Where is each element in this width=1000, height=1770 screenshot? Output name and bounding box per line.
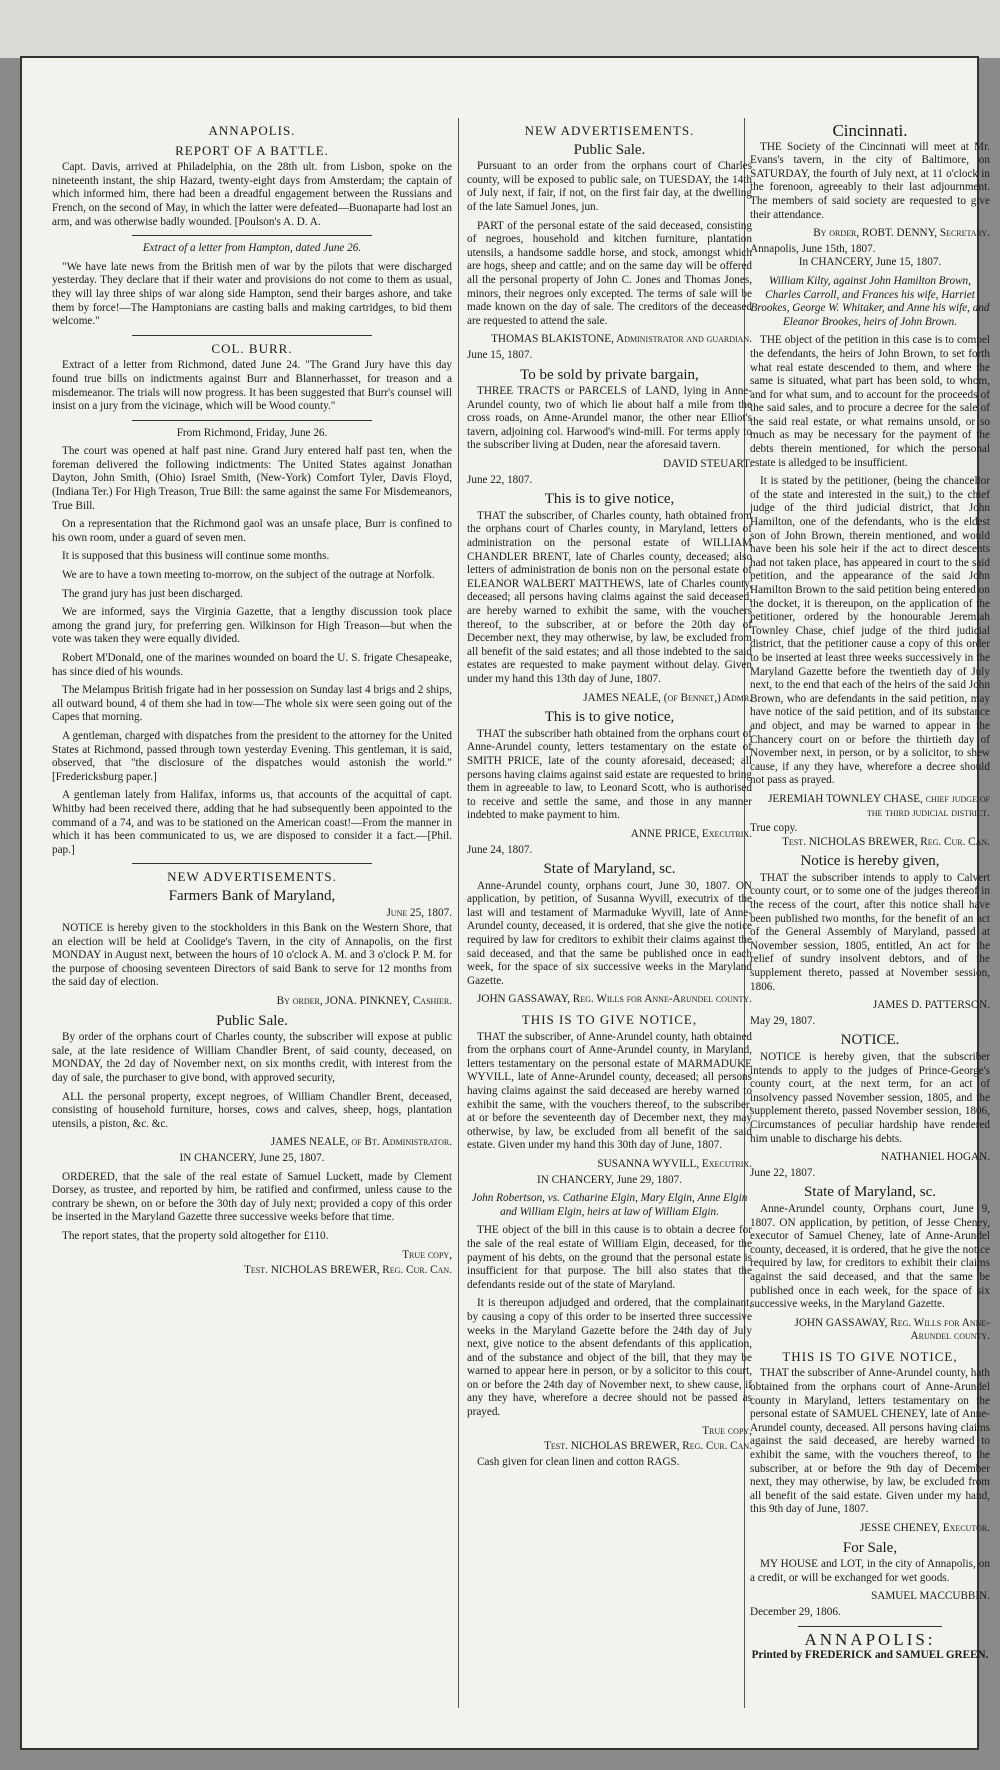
bank-date: June 25, 1807. — [386, 906, 452, 919]
chancery-text: ORDERED, that the sale of the real estate of Samuel Luckett, made by Clement Dorsey, as trustee, and reported by him, be ratified and confirmed, unless cause to the contrary be shewn, on or before the 30th day of July next; provided a copy of this order be inserted in the Maryland Gazette three successive weeks before that time. — [52, 1170, 452, 1224]
for-sale-text: MY HOUSE and LOT, in the city of Annapolis, on a credit, or will be exchanged for wet goods. — [750, 1558, 990, 1584]
battle-title: REPORT OF A BATTLE. — [175, 142, 329, 158]
divider — [798, 1626, 942, 1627]
bank-text: NOTICE is hereby given to the stockholders in this Bank on the Western Shore, that an election will be held at Coolidge's Tavern, in the city of Annapolis, on the first MONDAY in August next, between the hours of 10 o'clock A. M. and 3 o'clock P. M. for the purpose of choosing seventeen Directors of said Bank to serve for 12 months from the said day of election. — [52, 922, 452, 989]
chancery-text-2: It is stated by the petitioner, (being the chancellor of the state and interested in the suit,) to the chief judge of the third judicial district, that John Hamilton, one of the defendants, who is the eldest son of John Brown, therein mentioned, and would have been his sole heir if the act to direct descents had not taken place, has appeared in court to the said petition, and the appearance of the said John Hamilton Brown to the said petition being entered on the docket, it is thereupon, on the application of the petitioner, ordered by the honourable Jeremiah Townley Chase, chief judge of the third judicial district, that the petitioner cause a copy of this order to be inserted at least three weeks successively in the Maryland Gazette before the twentieth day of July next, to the end that each of the heirs of the said John Brown, who are defendants in the said petition, may have notice of the said petition, and of its substance and object, and may be warned to appear in the Chancery court on or before the thirtieth day of November next, in person, or by a solicitor, to shew cause, if any they have, wherefore a decree should not pass as prayed. — [750, 475, 990, 787]
chancery-text: THE object of the bill in this cause is to obtain a decree for the sale of the real estate of William Elgin, deceased, for the payment of his debts, on the ground that the personal estate is insufficient for that purpose. The bill also states that the defendants reside out of the state of Maryland. — [467, 1224, 752, 1291]
burr-title: COL. BURR. — [211, 340, 293, 356]
tracts-date: June 22, 1807. — [467, 473, 533, 486]
divider — [132, 420, 372, 421]
chancery-signature: Test. NICHOLAS BREWER, Reg. Cur. Can. — [544, 1440, 752, 1453]
chancery-signature: JEREMIAH TOWNLEY CHASE, chief judge of the third judicial district. — [768, 792, 990, 819]
richmond-text-3: It is supposed that this business will continue some months. — [62, 550, 330, 563]
new-advertisements-heading: NEW ADVERTISEMENTS. — [167, 869, 337, 885]
chancery-text-2: The report states, that the property sold altogether for £110. — [62, 1229, 329, 1242]
notice-signature: JAMES D. PATTERSON. — [872, 999, 990, 1012]
notice-date: May 29, 1807. — [750, 1014, 816, 1027]
mdonald-text: Robert M'Donald, one of the marines wounded on board the U. S. frigate Chesapeake, has since died of his wounds. — [52, 652, 452, 678]
burr-text: Extract of a letter from Richmond, dated June 24. "The Grand Jury have this day found true bills on indictments against Burr and Blannerhasset, for treason and a misdemeanor. The trials will now progress. It has been suggested that Burr's counsel will insist on a jury from the vicinage, which will be Wood county." — [52, 359, 452, 413]
bank-signature: By order, JONA. PINKNEY, Cashier. — [276, 995, 452, 1008]
public-sale-date: June 15, 1807. — [467, 348, 533, 361]
tracts-title: To be sold by private bargain, — [520, 366, 699, 383]
tracts-text: THREE TRACTS or PARCELS of LAND, lying in Anne-Arundel county, two of which lie about half a mile from the cross roads, on Anne-Arundel manor, the other near Elliot's tavern, adjoining col. Harwood's wind-mill. For terms apply to the subscriber living at Duden, near the aforesaid tavern. — [467, 385, 752, 452]
tracts-signature: DAVID STEUART. — [662, 458, 752, 471]
column-middle — [467, 118, 752, 1474]
cincinnati-signature: By order, ROBT. DENNY, Secretary. — [813, 227, 990, 240]
notice-text: THAT the subscriber intends to apply to Calvert county court, or to some one of the judges thereof in the recess of the court, after this notice shall have been published two months, for the benefit of an act of the General Assembly of Maryland, passed at November session, 1805, entitled, An act for the relief of sundry insolvent debtors, and of the supplement thereto, passed at November session, 1806. — [750, 871, 990, 993]
notice-date: June 22, 1807. — [750, 1166, 816, 1179]
notice-signature: NATHANIEL HOGAN. — [881, 1151, 990, 1164]
notice-signature: ANNE PRICE, Executrix. — [630, 827, 752, 840]
notice-text: THAT the subscriber hath obtained from the orphans court of Anne-Arundel county, letters testamentary on the estate of SMITH PRICE, late of the county aforesaid, deceased; all persons having claims against said estate are requested to bring them in agreeable to law, to Leonard Scott, who is authorised to receive and settle the same, and those in any manner indebted to make payment to him. — [467, 727, 752, 822]
public-sale-text-2: PART of the personal estate of the said deceased, consisting of negroes, household and kitchen furniture, plantation utensils, a handsome saddle horse, and stock, amongst which are hogs, sheep and cattle; and on the same day will be offered all the personal property of John C. Jones and Thomas Jones, minors, their negroes only excepted. The terms of sale will be made known on the day of sale. The creditors of the deceased are requested to attend the sale. — [467, 219, 752, 327]
column-divider — [458, 118, 459, 1708]
public-sale-title: Public Sale. — [573, 141, 646, 158]
chancery-parties: William Kilty, against John Hamilton Brown, Charles Carroll, and Frances his wife, Harriet Brookes, George W. Whitaker, and Anne his wife, and Eleanor Brookes, heirs of John Brown. — [750, 274, 990, 328]
divider — [132, 863, 372, 864]
new-advertisements-header: NEW ADVERTISEMENTS. — [524, 123, 695, 138]
state-title: State of Maryland, sc. — [543, 861, 676, 878]
newspaper-page — [22, 58, 990, 1748]
richmond-text-5: The grand jury has just been discharged. — [62, 587, 243, 600]
notice-signature: SUSANNA WYVILL, Executrix. — [597, 1157, 752, 1170]
divider — [132, 235, 372, 236]
imprint-place: ANNAPOLIS: — [804, 1629, 936, 1649]
chancery-heading: IN CHANCERY, June 25, 1807. — [179, 1152, 325, 1164]
chancery-text: THE object of the petition in this case is to compel the defendants, the heirs of John Brown, to set forth what real estate descended to them, and where the same is situated, what part has been sold, to whom, and for what sum, and to account for the proceeds of the said sales, and to procure a decree for the sale of the said real estate, or what remains unsold, or so much as may be necessary for the payment of the debts therein mentioned, for which the personal estate is alledged to be insufficient. — [750, 334, 990, 469]
imprint-text: Printed by FREDERICK and SAMUEL GREEN. — [751, 1649, 989, 1662]
battle-text: Capt. Davis, arrived at Philadelphia, on the 28th ult. from Lisbon, spoke on the nineteenth instant, the ship Hazard, twenty-eight days from Amsterdam; the captain of which informed him, there had been a dreadful engagement between the Russians and French, on the second of May, in which the latter were defeated—Buonaparte had lost an arm, and was otherwise badly wounded. [Poulson's A. D. A. — [52, 161, 452, 228]
chancery-signature: Test. NICHOLAS BREWER, Reg. Cur. Can. — [244, 1264, 452, 1277]
public-sale-signature: THOMAS BLAKISTONE, Administrator and guardian. — [491, 333, 752, 346]
public-sale-text-2: ALL the personal property, except negroes, of William Chandler Brent, deceased, consisting of household furniture, horses, cows and calves, sheep, hogs, plantation utensils, a piston, &c. &c. — [52, 1090, 452, 1130]
richmond-text-2: On a representation that the Richmond gaol was an unsafe place, Burr is confined to his own room, under a guard of seven men. — [52, 518, 452, 544]
state-signature: JOHN GASSAWAY, Reg. Wills for Anne-Arundel county. — [794, 1316, 990, 1343]
chancery-text-2: It is thereupon adjudged and ordered, that the complainant, by causing a copy of this order to be inserted three successive weeks in the Maryland Gazette before the 24th day of July next, give notice to the absent defendants of this application, and of the substance and object of the bill, that they may be warned to appear here in person, or by a solicitor to this court, on or before the 24th day of November next, to shew cause, if any they have, wherefore a decree should not be passed as prayed. — [467, 1297, 752, 1419]
notice-text: THAT the subscriber, of Charles county, hath obtained from the orphans court of Charles county, in Maryland, letters of administration on the personal estate of WILLIAM CHANDLER BRENT, late of Charles county, deceased; also letters of administration de bonis non on the personal estate of ELEANOR WALBERT MATTHEWS, late of Charles county, deceased; all persons having claims against the said deceased, are hereby warned to exhibit the same, with the vouchers thereof, to the subscriber, at or before the 20th day of December next, they may otherwise, by law, be excluded from all benefit of the said estates; and all those indebted to the said estates are requested to make payment without delay. Given under my hand this 13th day of June, 1807. — [467, 509, 752, 685]
for-sale-signature: SAMUEL MACCUBBIN. — [871, 1590, 990, 1603]
column-left — [52, 118, 452, 1280]
scan-margin — [0, 0, 1000, 58]
notice-date: June 24, 1807. — [467, 843, 533, 856]
hampton-text: "We have late news from the British men of war by the pilots that were discharged yesterday. They declare that if their water and provisions do not come to them as usual, they will lay three ships of war along side Hampton, send their barges ashore, and take them by force!—The Hamptonians are casting balls and making cartridges, to bid them welcome." — [52, 260, 452, 328]
place-heading: ANNAPOLIS. — [208, 123, 296, 138]
cincinnati-text: THE Society of the Cincinnati will meet at Mr. Evans's tavern, in the city of Baltimore, on SATURDAY, the fourth of July next, at 11 o'clock in the forenoon, agreeably to their last adjournment. The members of said society are requested to give their attendance. — [750, 140, 990, 221]
cincinnati-title: Cincinnati. — [832, 121, 908, 140]
virginia-text: We are informed, says the Virginia Gazette, that a lengthy discussion took place among the grand jury, for preferring gen. Wilkinson for High Treason—but when the vote was taken they were equally divided. — [52, 606, 452, 646]
richmond-heading: From Richmond, Friday, June 26. — [176, 426, 328, 439]
richmond-text-4: We are to have a town meeting to-morrow, on the subject of the outrage at Norfolk. — [62, 569, 435, 582]
notice-text: THAT the subscriber of Anne-Arundel county, hath obtained from the orphans court of Anne-Arundel county in Maryland, letters testamentary on the personal estate of SAMUEL CHENEY, late of Anne-Arundel county, deceased. All persons having claims against the said deceased, are hereby warned to exhibit the same, with the vouchers thereof, to the subscriber, at or before the 9th day of December next, they may otherwise, by law, be excluded from all benefit of the said estate. Given under my hand, this 9th day of June, 1807. — [750, 1367, 990, 1516]
notice-title: THIS IS TO GIVE NOTICE, — [521, 1012, 698, 1028]
chancery-heading: IN CHANCERY, June 29, 1807. — [537, 1173, 682, 1186]
public-sale-text: Pursuant to an order from the orphans court of Charles county, will be exposed to public sale, on TUESDAY, the 14th of July next, if fair, if not, on the first fair day, at the dwelling of the late Samuel Jones, jun. — [467, 160, 752, 213]
notice-text: NOTICE is hereby given, that the subscriber intends to apply to the judges of Prince-George's county court, at the next term, for an act of insolvency passed November session, 1805, and the supplement thereto, passed November session, 1806, Circumstances of peculiar hardship have rendered him unable to discharge his debts. — [750, 1051, 990, 1145]
hampton-heading: Extract of a letter from Hampton, dated June 26. — [142, 242, 362, 255]
divider — [132, 335, 372, 336]
state-text: Anne-Arundel county, Orphans court, June 9, 1807. ON application, by petition, of Jesse Cheney, executor of Samuel Cheney, late of Anne-Arundel county, deceased, it is ordered, that he give the notice required by law, for creditors to exhibit their claims against the said deceased, and that the same be published once in each week, for the space of six successive weeks, in the Maryland Gazette. — [750, 1202, 990, 1311]
notice-title: This is to give notice, — [544, 491, 675, 508]
public-sale-signature: JAMES NEALE, of Bt. Administrator. — [270, 1136, 452, 1149]
chancery-copy: True copy, — [702, 1424, 752, 1437]
notice-title: THIS IS TO GIVE NOTICE, — [782, 1348, 958, 1364]
notice-title: NOTICE. — [840, 1032, 900, 1049]
gentleman-text: A gentleman, charged with dispatches from the president to the attorney for the United States at Richmond, passed through town yesterday Evening. This gentleman, it is said, observed, that "the disclosure of the dispatches would astonish the world." [Fredericksburg paper.] — [52, 729, 452, 783]
column-right — [750, 118, 990, 1668]
bank-title: Farmers Bank of Maryland, — [168, 887, 336, 904]
for-sale-date: December 29, 1806. — [750, 1605, 841, 1618]
notice-title: This is to give notice, — [544, 709, 675, 726]
richmond-text: The court was opened at half past nine. Grand Jury entered half past ten, when the foreman delivered the following indictments: The United States against Jonathan Dayton, John Smith, (Ohio) Israel Smith, (New-York) Comfort Tyler, Davis Floyd, (Indiana Ter.) For High Treason, True Bill: the same against the same For Misdemeanors, True Bill. — [52, 445, 452, 512]
melampus-text: The Melampus British frigate had in her possession on Sunday last 4 brigs and 2 ships, all outward bound, 4 of them she had in tow—The whole six were seen going out of the Capes that morning. — [52, 684, 452, 724]
cash-notice: Cash given for clean linen and cotton RAGS. — [477, 1455, 680, 1468]
state-text: Anne-Arundel county, orphans court, June 30, 1807. ON application, by petition, of Susanna Wyvill, executrix of the last will and testament of Marmaduke Wyvill, late of Anne-Arundel county, deceased, it is ordered, that she give the notice required by law for creditors to exhibit their claims against the said deceased, and that the same be published once in each week, for the space of six successive weeks in the Maryland Gazette. — [467, 879, 752, 987]
chancery-heading: In CHANCERY, June 15, 1807. — [798, 256, 942, 269]
notice-signature: JAMES NEALE, (of Bennet,) Admr. — [583, 691, 752, 704]
state-signature: JOHN GASSAWAY, Reg. Wills for Anne-Arundel county. — [477, 993, 752, 1006]
for-sale-title: For Sale, — [842, 1539, 898, 1556]
cincinnati-date: Annapolis, June 15th, 1807. — [750, 242, 876, 255]
public-sale-text: By order of the orphans court of Charles county, the subscriber will expose at public sale, at the late residence of William Chandler Brent, of said county, deceased, on MONDAY, the 2d day of November next, on six months credit, with interest from the day of sale, the purchaser to give bond, with approved security, — [52, 1031, 452, 1085]
chancery-parties: John Robertson, vs. Catharine Elgin, Mary Elgin, Anne Elgin and William Elgin, heirs at law of William Elgin. — [471, 1192, 748, 1218]
notice-text: THAT the subscriber, of Anne-Arundel county, hath obtained from the orphans court of Anne-Arundel county, in Maryland, letters testamentary on the personal estate of MARMADUKE WYVILL, late of Anne-Arundel county, deceased; all persons having claims against the said deceased are hereby warned to exhibit the same, with the vouchers thereof, to the subscriber, at or before the seventeenth day of December next, they may otherwise, by law, be excluded from all benefit of the said estate. Given under my hand this 30th day of June, 1807. — [467, 1030, 752, 1152]
notice-signature: JESSE CHENEY, Executor. — [859, 1522, 990, 1534]
public-sale-title: Public Sale. — [216, 1012, 288, 1029]
notice-title: Notice is hereby given, — [800, 853, 940, 870]
chancery-copy: True copy. — [750, 822, 798, 835]
chancery-signature-2: Test. NICHOLAS BREWER, Reg. Cur. Can. — [782, 835, 990, 848]
halifax-text: A gentleman lately from Halifax, informs us, that accounts of the acquittal of capt. Whitby had been received there, adding that he had subsequently been appointed to the command of a 74, and was to be stationed on the American coast!—From the manner in which it has been communicated to us, we are disposed to consider it a fact.—[Phil. pap.] — [52, 789, 452, 856]
chancery-copy: True copy, — [402, 1248, 452, 1261]
state-title: State of Maryland, sc. — [803, 1184, 937, 1201]
